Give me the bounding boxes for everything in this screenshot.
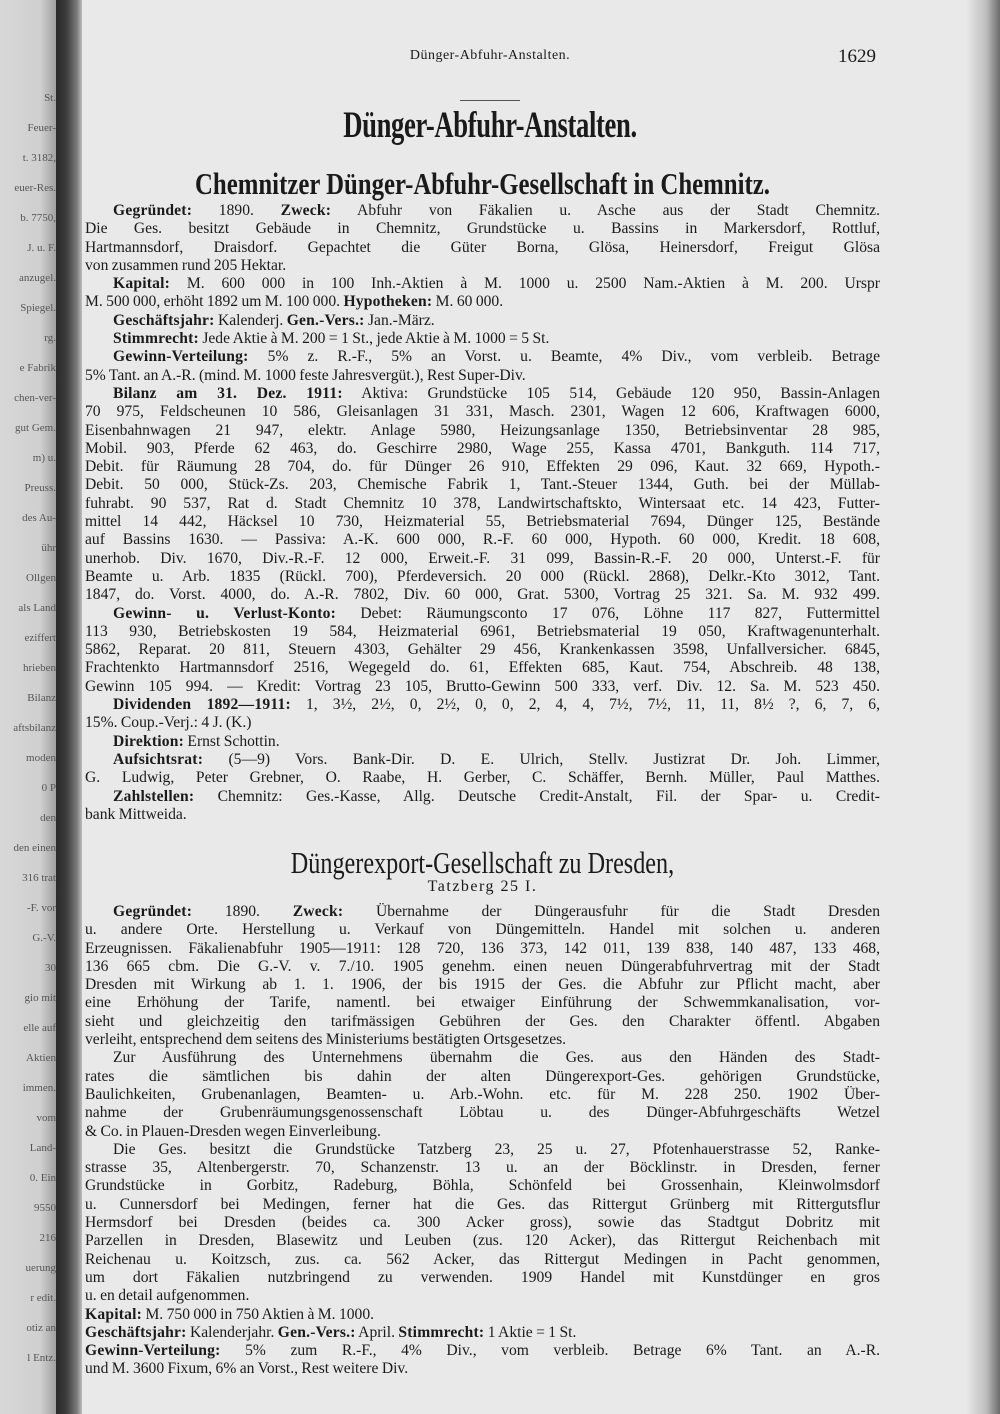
left-page-fragment: rg. [44, 332, 56, 344]
field-label: Aufsichtsrat: [113, 750, 204, 768]
left-page-fragment: immen. [22, 1082, 56, 1094]
line-text: Aktiva: Grundstücke 105 514, Gebäude 120 950, Bassin-Anlagen [342, 384, 880, 402]
text-line [85, 1086, 880, 1104]
line-text: mittel 14 442, Häcksel 10 730, Heizmaterial 55, Betriebsmaterial 7694, Dünger 125, Bestände [85, 513, 880, 531]
text-line [85, 440, 880, 458]
text-line [85, 1031, 880, 1049]
line-text: von zusammen rund 205 Hektar. [85, 256, 287, 274]
left-page-fragment: G.-V. [32, 932, 56, 944]
field-label: Gewinn-Verteilung: [85, 1342, 221, 1360]
text-line [85, 678, 880, 696]
field-label: Stimmrecht: [113, 330, 199, 348]
field-label: Gegründet: [113, 202, 193, 219]
line-text: Jan.-März. [364, 311, 435, 329]
text-line [85, 958, 880, 976]
line-text: Debit. 50 000, Stück-Zs. 203, Chemische Fabrik 1, Tant.-Steuer 1344, Guth. bei der Müllab- [85, 476, 880, 494]
text-line [85, 1196, 880, 1214]
text-line [85, 769, 880, 787]
text-line [85, 458, 880, 476]
line-text: M. 750 000 in 750 Aktien à M. 1000. [142, 1305, 375, 1323]
field-label: Direktion: [113, 732, 185, 750]
left-page-fragment: m) u. [32, 452, 56, 464]
left-page-fragment: 30 [45, 962, 56, 974]
line-text: & Co. in Plauen-Dresden wegen Einverleibung. [85, 1122, 381, 1140]
text-line [85, 1068, 880, 1086]
line-text: Parzellen in Dresden, Blasewitz und Leuben (zus. 120 Acker), das Rittergut Reichenbach mit [85, 1232, 880, 1250]
line-text: G. Ludwig, Peter Grebner, O. Raabe, H. Gerber, C. Schäffer, Bernh. Müller, Paul Matthes. [85, 769, 880, 787]
line-text: Dresden mit Wirkung ab 1. 1. 1906, der bis 1915 der Ges. die Abfuhr zur Pflicht macht, aber [85, 976, 880, 994]
line-text: 1890. [192, 202, 281, 219]
text-line [85, 605, 880, 623]
text-line [85, 1306, 880, 1324]
left-page-edge [0, 0, 58, 1414]
line-text: Übernahme der Düngerausfuhr für die Stadt Dresden [343, 903, 880, 920]
line-text: Grundstücke in Gorbitz, Radeburg, Böhla, Schönfeld bei Grossenhain, Kleinwolmsdorf [85, 1177, 880, 1195]
text-line [85, 623, 880, 641]
field-label: Gegründet: [113, 903, 193, 920]
text-line [85, 568, 880, 586]
section-heading-chemnitz: Chemnitzer Dünger-Abfuhr-Gesellschaft in Chemnitz. [195, 166, 770, 201]
field-label: Gen.-Vers.: [277, 1323, 356, 1341]
text-line [85, 239, 880, 257]
left-page-fragment: hrieben [23, 662, 56, 674]
text-line [85, 1159, 880, 1177]
line-text: Hermsdorf bei Dresden (beides ca. 300 Acker gross), sowie das Stadtgut Dobritz mit [85, 1214, 880, 1232]
left-page-fragment: r edit. [30, 1292, 56, 1304]
text-line [85, 293, 880, 311]
left-page-fragment: 9550 [34, 1202, 56, 1214]
text-line [85, 1141, 880, 1159]
text-line [85, 385, 880, 403]
line-text: Debet: Räumungsconto 17 076, Löhne 117 827, Futtermittel [336, 604, 880, 622]
left-page-fragment: J. u. F. [27, 242, 56, 254]
field-label: Kapital: [113, 275, 171, 293]
line-text: fuhrabt. 90 537, Rat d. Stadt Chemnitz 10 378, Landwirtschaftskto, Wintersaat etc. 14 423, Futter- [85, 494, 880, 512]
text-line [85, 903, 880, 921]
text-line [85, 976, 880, 994]
left-page-fragment: e Fabrik [19, 362, 56, 374]
field-label: Geschäftsjahr: [113, 311, 215, 329]
line-text: um dort Fäkalien nutzbringend zu verwenden. 1909 Handel mit Kunstdünger en gros [85, 1268, 880, 1286]
text-line [85, 1342, 880, 1360]
book-gutter [56, 0, 82, 1414]
text-line [85, 403, 880, 421]
line-text: 5% zum R.-F., 4% Div., vom verbleib. Betrage 6% Tant. an A.-R. [220, 1342, 880, 1360]
line-text: 136 665 cbm. Die G.-V. v. 7./10. 1905 genehm. einen neuen Düngerabfuhrvertrag mit der Stadt [85, 957, 880, 975]
left-page-fragment: den einen [13, 842, 56, 854]
text-line [85, 733, 880, 751]
field-label: Bilanz am 31. Dez. 1911: [113, 384, 343, 402]
left-page-fragment: aftsbilanz [13, 722, 56, 734]
line-text: Frachtenkto Hartmannsdorf 2516, Wegegeld do. 61, Effekten 685, Kaut. 754, Abschreib. 48 138, [85, 659, 880, 677]
left-page-fragment: Feuer- [27, 122, 56, 134]
left-page-fragment: t. 3182, [22, 152, 56, 164]
line-text: Die Ges. besitzt Gebäude in Chemnitz, Grundstücke u. Bassins in Markersdorf, Rottluf, [85, 220, 880, 238]
left-page-fragment: anzugel. [19, 272, 56, 284]
text-line [85, 586, 880, 604]
field-label: Gewinn-Verteilung: [113, 348, 249, 366]
field-label: Geschäftsjahr: [85, 1323, 187, 1341]
line-text: sieht und gleichzeitig den tarifmässigen Gebühren der Ges. den Charakter öffentl. Abgaben [85, 1012, 880, 1030]
left-page-fragment: euer-Res. [14, 182, 56, 194]
left-page-fragment: elle auf [23, 1022, 56, 1034]
line-text: auf Bassins 1630. — Passiva: A.-K. 600 000, R.-F. 60 000, Hypoth. 60 000, Kredit. 18 608, [85, 531, 880, 549]
text-line [85, 1232, 880, 1250]
text-line [85, 1214, 880, 1232]
left-page-fragment: den [40, 812, 56, 824]
right-page-edge [966, 0, 1000, 1414]
text-line [85, 1177, 880, 1195]
text-line [85, 348, 880, 366]
text-line [85, 275, 880, 293]
text-line [85, 422, 880, 440]
field-label: Zahlstellen: [113, 787, 195, 805]
text-line [85, 220, 880, 238]
left-page-fragment: Aktien [26, 1052, 56, 1064]
line-text: 70 975, Feldscheunen 10 586, Gleisanlagen 31 331, Masch. 2301, Wagen 12 606, Kraftwagen 6000, [85, 403, 880, 421]
line-text: Kalenderjahr. [186, 1323, 278, 1341]
left-page-fragment: Preuss. [24, 482, 56, 494]
line-text: bank Mittweida. [85, 805, 187, 823]
left-page-fragment: otiz an [26, 1322, 56, 1334]
line-text: 113 930, Betriebskosten 19 584, Heizmaterial 6961, Betriebsmaterial 19 050, Kraftwagenunterhalt. [85, 622, 880, 640]
text-line [85, 367, 880, 385]
line-text: Kalenderj. [214, 311, 287, 329]
text-line [85, 696, 880, 714]
line-text: 1847, do. Vorst. 4000, do. A.-R. 7802, Div. 60 000, Grat. 5300, Vortrag 25 321. Sa. M. 932 499. [85, 586, 880, 604]
text-line [85, 659, 880, 677]
text-line [85, 921, 880, 939]
field-label: Kapital: [85, 1305, 143, 1323]
text-line [85, 330, 880, 348]
line-text: 5% Tant. an A.-R. (mind. M. 1000 feste Jahresvergüt.), Rest Super-Div. [85, 366, 526, 384]
left-page-fragment: 216 [39, 1232, 56, 1244]
left-page-fragment: Ollgen [26, 572, 56, 584]
left-page-fragment: eziffert [24, 632, 56, 644]
left-page-fragment: gio mit [24, 992, 56, 1004]
text-line [85, 1251, 880, 1269]
left-page-fragment: Spiegel. [20, 302, 56, 314]
text-line [85, 788, 880, 806]
left-page-fragment: 0 P [41, 782, 56, 794]
line-text: Beamte u. Arb. 1835 (Rückl. 700), Pferdeversich. 20 000 (Rückl. 2868), Delkr.-Kto 3012, Tant. [85, 567, 880, 585]
line-text: und M. 3600 Fixum, 6% an Vorst., Rest weitere Div. [85, 1360, 409, 1378]
line-text: unerhob. Div. 1670, Div.-R.-F. 12 000, Erweit.-F. 31 099, Bassin-R.-F. 20 000, Unterst.-F. für [85, 549, 880, 567]
line-text: Die Ges. besitzt die Grundstücke Tatzberg 23, 25 u. 27, Pfotenhauerstrasse 52, Ranke- [113, 1140, 880, 1158]
field-label: Stimmrecht: [398, 1323, 485, 1341]
line-text: Debit. für Räumung 28 704, do. für Dünger 26 910, Effekten 29 096, Kaut. 32 669, Hypoth.- [85, 458, 880, 476]
line-text: Jede Aktie à M. 200 = 1 St., jede Aktie à M. 1000 = 5 St. [198, 330, 550, 348]
field-label: Zweck: [292, 903, 344, 920]
line-text: 1890. [192, 903, 293, 920]
text-line [85, 1324, 880, 1342]
line-text: u. Cunnersdorf bei Medingen, ferner hat die Ges. das Rittergut Grünberg mit Rittergutsflur [85, 1195, 880, 1213]
line-text: Abfuhr von Fäkalien u. Asche aus der Stadt Chemnitz. [331, 202, 880, 219]
left-page-fragment: Land- [29, 1142, 56, 1154]
running-head: Dünger-Abfuhr-Anstalten. [409, 48, 571, 63]
field-label: Dividenden 1892—1911: [113, 696, 291, 714]
field-label: Gen.-Vers.: [286, 311, 365, 329]
left-page-fragment: 0. Ein [29, 1172, 56, 1184]
left-page-fragment: ühr [41, 542, 56, 554]
line-text: 1, 3½, 2½, 0, 2½, 0, 0, 2, 4, 4, 7½, 7½, 11, 11, 8½ ?, 6, 7, 6, [290, 696, 880, 714]
line-text: Zur Ausführung des Unternehmens übernahm die Ges. aus den Händen des Stadt- [113, 1049, 880, 1067]
text-line [85, 994, 880, 1012]
line-text: u. en detail aufgenommen. [85, 1287, 250, 1305]
text-line [85, 806, 880, 824]
line-text: M. 500 000, erhöht 1892 um M. 100 000. [85, 293, 344, 311]
left-page-fragment: 316 trat [22, 872, 56, 884]
text-line [85, 1360, 880, 1378]
text-line [85, 1013, 880, 1031]
page-number: 1629 [838, 46, 876, 67]
text-line [85, 641, 880, 659]
text-line [85, 940, 880, 958]
line-text: M. 600 000 in 100 Inh.-Aktien à M. 1000 u. 2500 Nam.-Aktien à M. 200. Urspr [170, 275, 880, 293]
text-line [85, 531, 880, 549]
line-text: April. [355, 1323, 399, 1341]
left-page-fragment: St. [44, 92, 56, 104]
line-text: 15%. Coup.-Verj.: 4 J. (K.) [85, 714, 252, 732]
line-text: Eisenbahnwagen 21 947, elektr. Anlage 5980, Heizungsanlage 1350, Betriebsinventar 28 985, [85, 421, 880, 439]
left-page-fragment: als Land [18, 602, 56, 614]
left-page-fragment: chen-ver- [14, 392, 56, 404]
line-text: Gewinn 105 994. — Kredit: Vortrag 23 105, Brutto-Gewinn 500 333, verf. Div. 12. Sa. M. 523 450. [85, 677, 880, 695]
left-page-fragment: b. 7750, [20, 212, 56, 224]
title-rule [460, 100, 520, 101]
line-text: 1 Aktie = 1 St. [484, 1323, 577, 1341]
text-line [85, 495, 880, 513]
left-page-fragment: l Entz. [27, 1352, 56, 1364]
text-line [85, 312, 880, 330]
section-heading-dresden: Düngerexport-Gesellschaft zu Dresden, [290, 845, 675, 880]
line-text: Baulichkeiten, Grubenanlagen, Beamten- u. Arb.-Wohn. etc. für M. 228 250. 1902 Über- [85, 1085, 880, 1103]
field-label: Gewinn- u. Verlust-Konto: [113, 604, 337, 622]
line-text: 5862, Reparat. 20 811, Steuern 4303, Gehälter 29 456, Krankenkassen 3598, Unfallversicher. 6845, [85, 641, 880, 659]
text-line [85, 513, 880, 531]
left-page-fragment: des Au- [22, 512, 56, 524]
section-body-dresden [85, 903, 880, 1379]
left-page-fragment: uerung [25, 1262, 56, 1274]
field-label: Zweck: [280, 202, 332, 219]
text-line [85, 1049, 880, 1067]
line-text: Chemnitz: Ges.-Kasse, Allg. Deutsche Credit-Anstalt, Fil. der Spar- u. Credit- [194, 787, 880, 805]
line-text: Ernst Schottin. [184, 732, 280, 750]
line-text: M. 60 000. [432, 293, 504, 311]
text-line [85, 1123, 880, 1141]
line-text: 5% z. R.-F., 5% an Vorst. u. Beamte, 4% Div., vom verbleib. Betrage [248, 348, 880, 366]
text-line [85, 1269, 880, 1287]
company-address: Tatzberg 25 I. [427, 878, 538, 895]
line-text: u. andere Orte. Herstellung u. Verkauf von Düngemitteln. Handel mit solchen u. anderen [85, 921, 880, 939]
left-page-fragment: vom [36, 1112, 56, 1124]
text-line [85, 202, 880, 220]
line-text: Mobil. 903, Pferde 62 463, do. Geschirre 2980, Wage 255, Kassa 4701, Bankguth. 114 717, [85, 439, 880, 457]
text-line [85, 751, 880, 769]
line-text: rates die sämtlichen bis dahin der alten Düngerexport-Ges. gehörigen Grundstücke, [85, 1067, 880, 1085]
line-text: eine Erhöhung der Tarife, namentl. bei etwaiger Einführung der Schwemmkanalisation, vor- [85, 994, 880, 1012]
line-text: Erzeugnissen. Fäkalienabfuhr 1905—1911: 128 720, 136 373, 142 011, 139 838, 140 487, 133 468, [85, 939, 880, 957]
left-page-fragment: Bilanz [27, 692, 56, 704]
left-page-fragment: gut Gem. [15, 422, 56, 434]
line-text: Reichenau u. Koitzsch, zus. ca. 562 Acker, das Rittergut Medingen in Pacht genommen, [85, 1250, 880, 1268]
text-line [85, 1104, 880, 1122]
line-text: strasse 35, Altenbergerstr. 70, Schanzenstr. 13 u. an der Böcklinstr. in Dresden, ferner [85, 1159, 880, 1177]
section-body-chemnitz [85, 202, 880, 824]
text-line [85, 476, 880, 494]
field-label: Hypotheken: [343, 293, 433, 311]
line-text: Hartmannsdorf, Draisdorf. Gepachtet die Güter Borna, Glösa, Heinersdorf, Freigut Glösa [85, 238, 880, 256]
line-text: (5—9) Vors. Bank-Dir. D. E. Ulrich, Stellv. Justizrat Dr. Joh. Limmer, [203, 750, 880, 768]
left-page-fragment: moden [26, 752, 56, 764]
main-title: Dünger-Abfuhr-Anstalten. [343, 105, 637, 146]
left-page-fragment: -F. vor [26, 902, 56, 914]
line-text: verleiht, entsprechend dem seitens des Ministeriums bestätigten Ortsgesetzes. [85, 1031, 567, 1049]
text-line [85, 714, 880, 732]
text-line [85, 550, 880, 568]
text-line [85, 1287, 880, 1305]
line-text: nahme der Grubenräumungsgenossenschaft Löbtau u. des Dünger-Abfuhrgeschäfts Wetzel [85, 1104, 880, 1122]
text-line [85, 257, 880, 275]
